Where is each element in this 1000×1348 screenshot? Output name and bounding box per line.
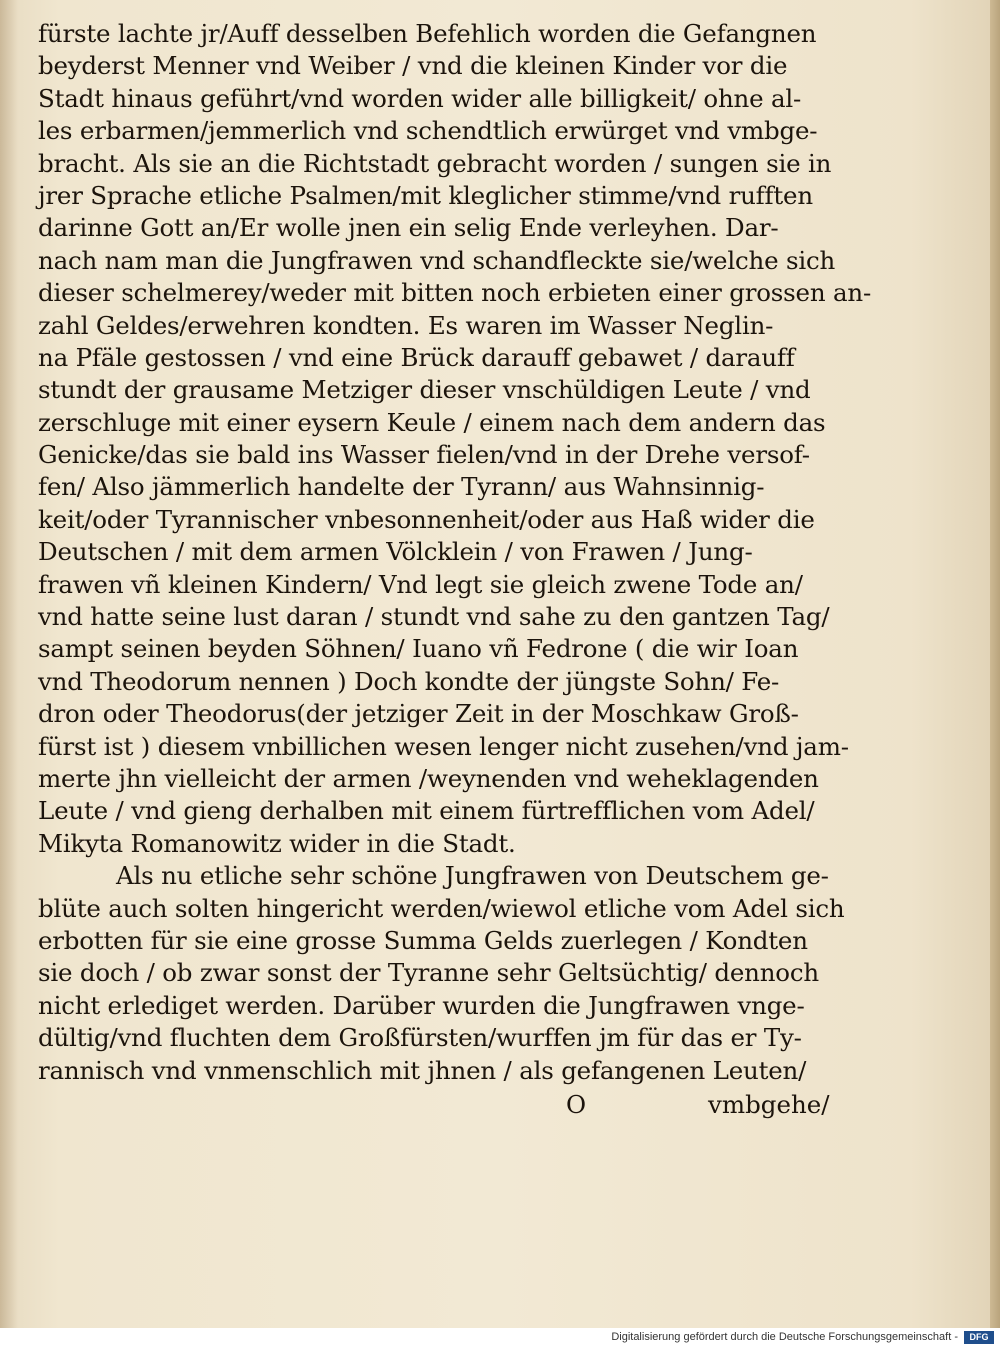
text-line: keit/oder Tyrannischer vnbesonnenheit/oder aus Haß wider die <box>38 504 815 534</box>
text-line: jrer Sprache etliche Psalmen/mit kleglicher stimme/vnd rufften <box>38 180 813 210</box>
text-line: Genicke/das sie bald ins Wasser fielen/vnd in der Drehe versof- <box>38 440 810 470</box>
body-text <box>38 18 872 1087</box>
text-line: sie doch / ob zwar sonst der Tyranne sehr Geltsüchtig/ dennoch <box>38 958 819 988</box>
digitization-footer <box>0 1328 1000 1348</box>
text-line: erbotten für sie eine grosse Summa Gelds zuerlegen / Kondten <box>38 925 808 955</box>
text-line: sampt seinen beyden Söhnen/ Iuano vñ Fedrone ( die wir Ioan <box>38 634 799 664</box>
paragraph-start-line: Als nu etliche sehr schöne Jungfrawen von Deutschem ge- <box>116 861 829 891</box>
text-line: dültig/vnd fluchten dem Großfürsten/wurffen jm für das er Ty- <box>38 1023 802 1053</box>
text-line: fen/ Also jämmerlich handelte der Tyrann/ aus Wahnsinnig- <box>38 472 765 502</box>
text-line: nach nam man die Jungfrawen vnd schandfleckte sie/welche sich <box>38 245 836 275</box>
page-foot-row <box>38 1088 838 1122</box>
text-line: zerschluge mit einer eysern Keule / einem nach dem andern das <box>38 407 826 437</box>
text-line: dieser schelmerey/weder mit bitten noch erbieten einer grossen an- <box>38 278 872 308</box>
signature-mark: O <box>566 1090 587 1119</box>
funding-credit: Digitalisierung gefördert durch die Deutsche Forschungsgemeinschaft - <box>611 1331 958 1343</box>
text-line: frawen vñ kleinen Kindern/ Vnd legt sie gleich zwene Tode an/ <box>38 569 803 599</box>
text-line: stundt der grausame Metziger dieser vnschüldigen Leute / vnd <box>38 375 811 405</box>
text-line: fürst ist ) diesem vnbillichen wesen lenger nicht zusehen/vnd jam- <box>38 731 849 761</box>
text-line: les erbarmen/jemmerlich vnd schendtlich erwürget vnd vmbge- <box>38 116 818 146</box>
text-line: fürste lachte jr/Auff desselben Befehlich worden die Gefangnen <box>38 19 817 48</box>
text-line: Deutschen / mit dem armen Völcklein / von Frawen / Jung- <box>38 537 753 567</box>
text-line: nicht erlediget werden. Darüber wurden die Jungfrawen vnge- <box>38 990 805 1020</box>
text-line: Mikyta Romanowitz wider in die Stadt. <box>38 828 516 858</box>
text-line: na Pfäle gestossen / vnd eine Brück darauff gebawet / darauff <box>38 342 795 372</box>
text-line: bracht. Als sie an die Richtstadt gebracht worden / sungen sie in <box>38 148 832 178</box>
text-line: vnd Theodorum nennen ) Doch kondte der jüngste Sohn/ Fe- <box>38 666 780 696</box>
page-edge <box>990 0 1000 1328</box>
gutter-shadow <box>0 0 18 1328</box>
text-line: Leute / vnd gieng derhalben mit einem fürtrefflichen vom Adel/ <box>38 796 815 826</box>
text-line: darinne Gott an/Er wolle jnen ein selig Ende verleyhen. Dar- <box>38 213 779 243</box>
catchword: vmbgehe/ <box>708 1090 830 1119</box>
text-line: dron oder Theodorus(der jetziger Zeit in der Moschkaw Groß- <box>38 699 799 729</box>
text-line: zahl Geldes/erwehren kondten. Es waren im Wasser Neglin- <box>38 310 774 340</box>
text-line: vnd hatte seine lust daran / stundt vnd sahe zu den gantzen Tag/ <box>38 602 830 632</box>
text-line: blüte auch solten hingericht werden/wiewol etliche vom Adel sich <box>38 893 845 923</box>
dfg-logo: DFG <box>964 1331 994 1344</box>
text-line: Stadt hinaus geführt/vnd worden wider alle billigkeit/ ohne al- <box>38 83 802 113</box>
text-line: merte jhn vielleicht der armen /weynenden vnd weheklagenden <box>38 763 819 793</box>
text-line: beyderst Menner vnd Weiber / vnd die kleinen Kinder vor die <box>38 51 788 81</box>
text-line: rannisch vnd vnmenschlich mit jhnen / als gefangenen Leuten/ <box>38 1055 807 1085</box>
